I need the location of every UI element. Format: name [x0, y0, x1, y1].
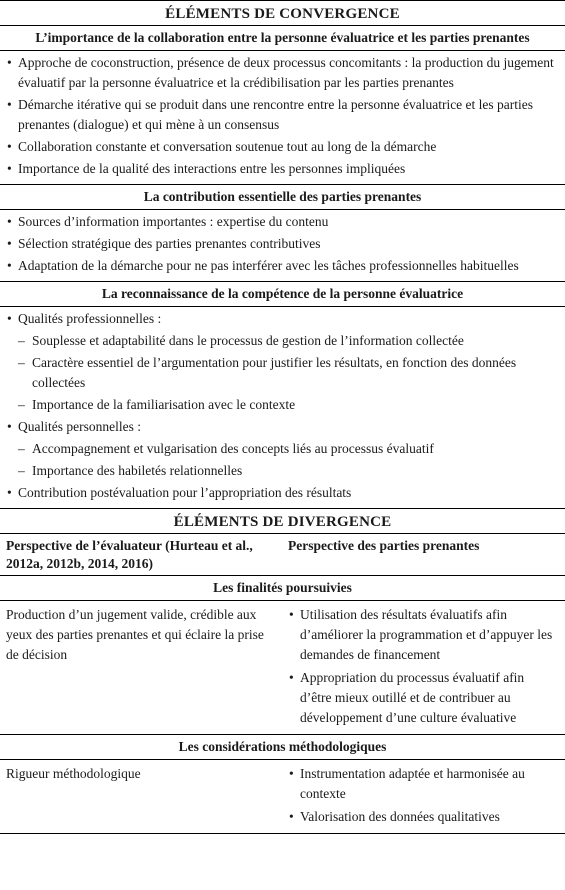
section-heading-methodology: Les considérations méthodologiques [0, 735, 565, 760]
list-item: • Appropriation du processus évaluatif afin d’être mieux outillé et de contribuer au développement d’une culture évaluative [282, 668, 565, 728]
finalities-row [0, 601, 565, 735]
contribution-list [0, 210, 565, 282]
stakeholders-cell [282, 601, 565, 734]
list-item-professional-qualities: • Qualités professionnelles : [0, 309, 565, 329]
list-item: • Adaptation de la démarche pour ne pas interférer avec les tâches professionnelles habituelles [0, 256, 565, 276]
methodology-row [0, 760, 565, 833]
column-header-stakeholders: Perspective des parties prenantes [288, 538, 480, 553]
section-heading-competence: La reconnaissance de la compétence de la personne évaluatrice [0, 282, 565, 307]
list-item: • Collaboration constante et conversation soutenue tout au long de la démarche [0, 137, 565, 157]
stakeholders-cell [282, 760, 565, 833]
list-item: • Instrumentation adaptée et harmonisée au contexte [282, 764, 565, 804]
collaboration-list [0, 51, 565, 185]
section-heading-collaboration: L’importance de la collaboration entre la personne évaluatrice et les parties prenantes [0, 26, 565, 51]
sub-list-item: – Importance de la familiarisation avec le contexte [0, 395, 565, 415]
section-heading-contribution: La contribution essentielle des parties prenantes [0, 185, 565, 210]
list-item: • Contribution postévaluation pour l’appropriation des résultats [0, 483, 565, 503]
column-headers [0, 534, 565, 576]
sub-list-item: – Accompagnement et vulgarisation des concepts liés au processus évaluatif [0, 439, 565, 459]
list-item-personal-qualities: • Qualités personnelles : [0, 417, 565, 437]
list-item: • Valorisation des données qualitatives [282, 807, 565, 827]
list-item: • Utilisation des résultats évaluatifs afin d’améliorer la programmation et d’appuyer les demandes de financement [282, 605, 565, 665]
list-item: • Approche de coconstruction, présence de deux processus concomitants : la production du jugement évaluatif par la personne évaluatrice et la crédibilisation par les parties prenantes [0, 53, 565, 93]
convergence-title: ÉLÉMENTS DE CONVERGENCE [0, 0, 565, 26]
evaluator-cell: Rigueur méthodologique [6, 766, 141, 781]
column-header-evaluator: Perspective de l’évaluateur (Hurteau et al., 2012a, 2012b, 2014, 2016) [6, 538, 253, 571]
competence-list [0, 307, 565, 508]
sub-list-item: – Souplesse et adaptabilité dans le processus de gestion de l’information collectée [0, 331, 565, 351]
list-item: • Importance de la qualité des interactions entre les personnes impliquées [0, 159, 565, 179]
divergence-title: ÉLÉMENTS DE DIVERGENCE [0, 508, 565, 534]
sub-list-item: – Importance des habiletés relationnelles [0, 461, 565, 481]
list-item: • Sélection stratégique des parties prenantes contributives [0, 234, 565, 254]
sub-list-item: – Caractère essentiel de l’argumentation pour justifier les résultats, en fonction des données collectées [0, 353, 565, 393]
list-item: • Sources d’information importantes : expertise du contenu [0, 212, 565, 232]
evaluator-cell: Production d’un jugement valide, crédible aux yeux des parties prenantes et qui éclaire la prise de décision [6, 607, 264, 662]
list-item: • Démarche itérative qui se produit dans une rencontre entre la personne évaluatrice et les parties prenantes (dialogue) et qui mène à un consensus [0, 95, 565, 135]
section-heading-finalities: Les finalités poursuivies [0, 576, 565, 601]
